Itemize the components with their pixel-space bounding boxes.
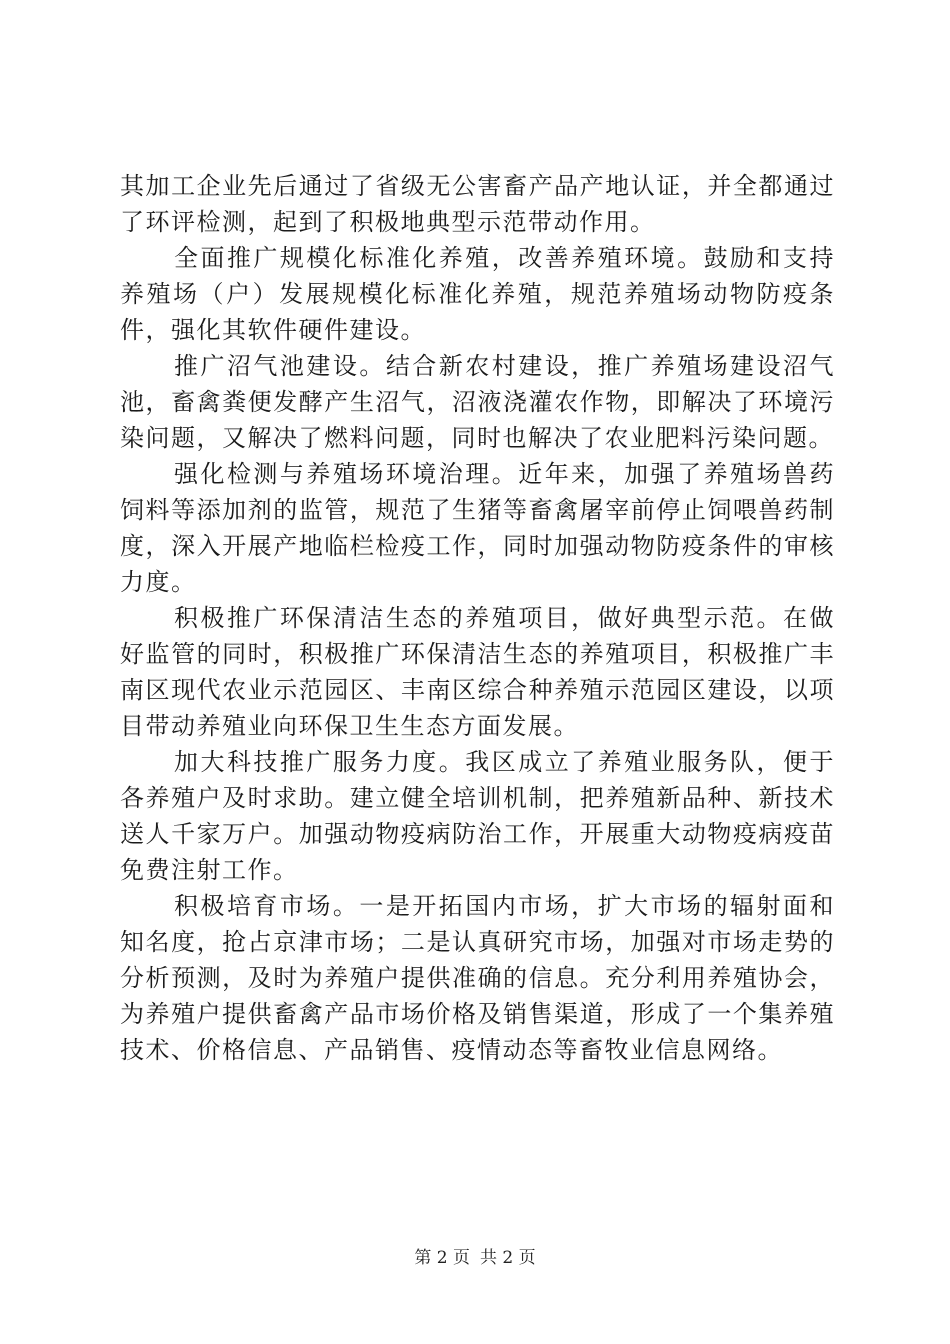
paragraph: 推广沼气池建设。结合新农村建设，推广养殖场建设沼气池，畜禽粪便发酵产生沼气，沼液浇灌农作物，即解决了环境污染问题，又解决了燃料问题，同时也解决了农业肥料污染问题。	[120, 352, 835, 452]
paragraph: 强化检测与养殖场环境治理。近年来，加强了养殖场兽药饲料等添加剂的监管，规范了生猪等畜禽屠宰前停止饲喂兽药制度，深入开展产地临栏检疫工作，同时加强动物防疫条件的审核力度。	[120, 460, 835, 596]
paragraph: 全面推广规模化标准化养殖，改善养殖环境。鼓励和支持养殖场（户）发展规模化标准化养殖，规范养殖场动物防疫条件，强化其软件硬件建设。	[120, 244, 835, 344]
total-pages: 共 2 页	[480, 1248, 536, 1268]
paragraph: 积极推广环保清洁生态的养殖项目，做好典型示范。在做好监管的同时，积极推广环保清洁生态的养殖项目，积极推广丰南区现代农业示范园区、丰南区综合种养殖示范园区建设，以项目带动养殖业向环保卫生生态方面发展。	[120, 604, 835, 740]
paragraph: 积极培育市场。一是开拓国内市场，扩大市场的辐射面和知名度，抢占京津市场；二是认真研究市场，加强对市场走势的分析预测，及时为养殖户提供准确的信息。充分利用养殖协会，为养殖户提供畜禽产品市场价格及销售渠道，形成了一个集养殖技术、价格信息、产品销售、疫情动态等畜牧业信息网络。	[120, 892, 835, 1064]
document-body	[120, 168, 835, 1068]
paragraph: 其加工企业先后通过了省级无公害畜产品产地认证，并全都通过了环评检测，起到了积极地典型示范带动作用。	[120, 172, 835, 236]
page-footer	[0, 1243, 950, 1268]
page-number: 第 2 页	[414, 1248, 470, 1268]
paragraph: 加大科技推广服务力度。我区成立了养殖业服务队，便于各养殖户及时求助。建立健全培训机制，把养殖新品种、新技术送人千家万户。加强动物疫病防治工作，开展重大动物疫病疫苗免费注射工作。	[120, 748, 835, 884]
